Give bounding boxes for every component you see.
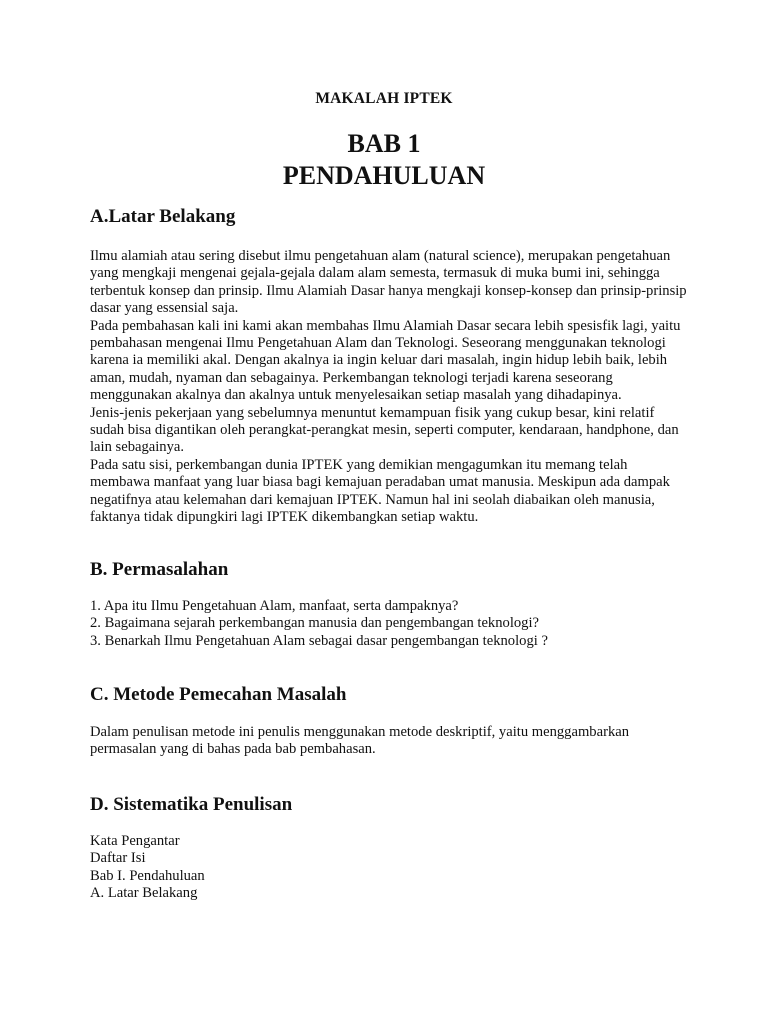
paragraph: Dalam penulisan metode ini penulis menggunakan metode deskriptif, yaitu menggambarkan permasalan yang di bahas pada bab pembahasan. <box>90 724 630 758</box>
section-heading-permasalahan: B. Permasalahan <box>90 559 229 580</box>
section-heading-metode: C. Metode Pemecahan Masalah <box>90 684 347 705</box>
list-item: 3. Benarkah Ilmu Pengetahuan Alam sebagai dasar pengembangan teknologi ? <box>90 632 548 649</box>
chapter-number: BAB 1 <box>347 129 421 158</box>
list-item: 1. Apa itu Ilmu Pengetahuan Alam, manfaat, serta dampaknya? <box>90 598 459 614</box>
paragraph: Pada pembahasan kali ini kami akan membahas Ilmu Alamiah Dasar secara lebih spesisfik lagi, yaitu pembahasan mengenai Ilmu Pengetahuan Alam dan Teknologi. Seseorang menggunakan teknologi karena ia memiliki akal. Dengan akalnya ia ingin keluar dari masalah, ingin hidup lebih baik, lebih aman, mudah, nyaman dan sebagainya. Perkembangan teknologi terjadi karena seseorang menggunakan akalnya dan akalnya untuk menyelesaikan setiap masalah yang dihadapinya. <box>90 317 681 404</box>
document-title: MAKALAH IPTEK <box>315 90 453 107</box>
paragraph: Jenis-jenis pekerjaan yang sebelumnya menuntut kemampuan fisik yang cukup besar, kini relatif sudah bisa digantikan oleh perangkat-perangkat mesin, seperti computer, kendaraan, handphone, dan lain sebagainya. <box>90 404 679 456</box>
problem-list <box>90 598 690 650</box>
paragraph: Ilmu alamiah atau sering disebut ilmu pengetahuan alam (natural science), merupakan pengetahuan yang mengkaji mengenai gejala-gejala dalam alam semesta, termasuk di muka bumi ini, sehingga terbentuk konsep dan prinsip. Ilmu Alamiah Dasar hanya mengkaji konsep-konsep dan prinsip-prinsip dasar yang essensial saja. <box>90 248 687 317</box>
list-item: Daftar Isi <box>90 850 146 867</box>
outline-list <box>90 833 690 903</box>
section-heading-sistematika: D. Sistematika Penulisan <box>90 794 293 815</box>
list-item: A. Latar Belakang <box>90 885 198 902</box>
chapter-heading <box>0 128 768 192</box>
chapter-title: PENDAHULUAN <box>282 161 486 190</box>
section-heading-latar-belakang: A.Latar Belakang <box>90 206 236 227</box>
section-body-metode <box>90 724 690 759</box>
paragraph: Pada satu sisi, perkembangan dunia IPTEK yang demikian mengagumkan itu memang telah membawa manfaat yang luar biasa bagi kemajuan peradaban umat manusia. Meskipun ada dampak negatifnya atau kelemahan dari kemajuan IPTEK. Namun hal ini seolah diabaikan oleh manusia, faktanya tidak dipungkiri lagi IPTEK dikembangkan setiap waktu. <box>90 456 670 526</box>
list-item: Kata Pengantar <box>90 833 180 849</box>
section-body-latar-belakang <box>90 248 690 527</box>
list-item: 2. Bagaimana sejarah perkembangan manusia dan pengembangan teknologi? <box>90 615 540 632</box>
list-item: Bab I. Pendahuluan <box>90 867 205 884</box>
